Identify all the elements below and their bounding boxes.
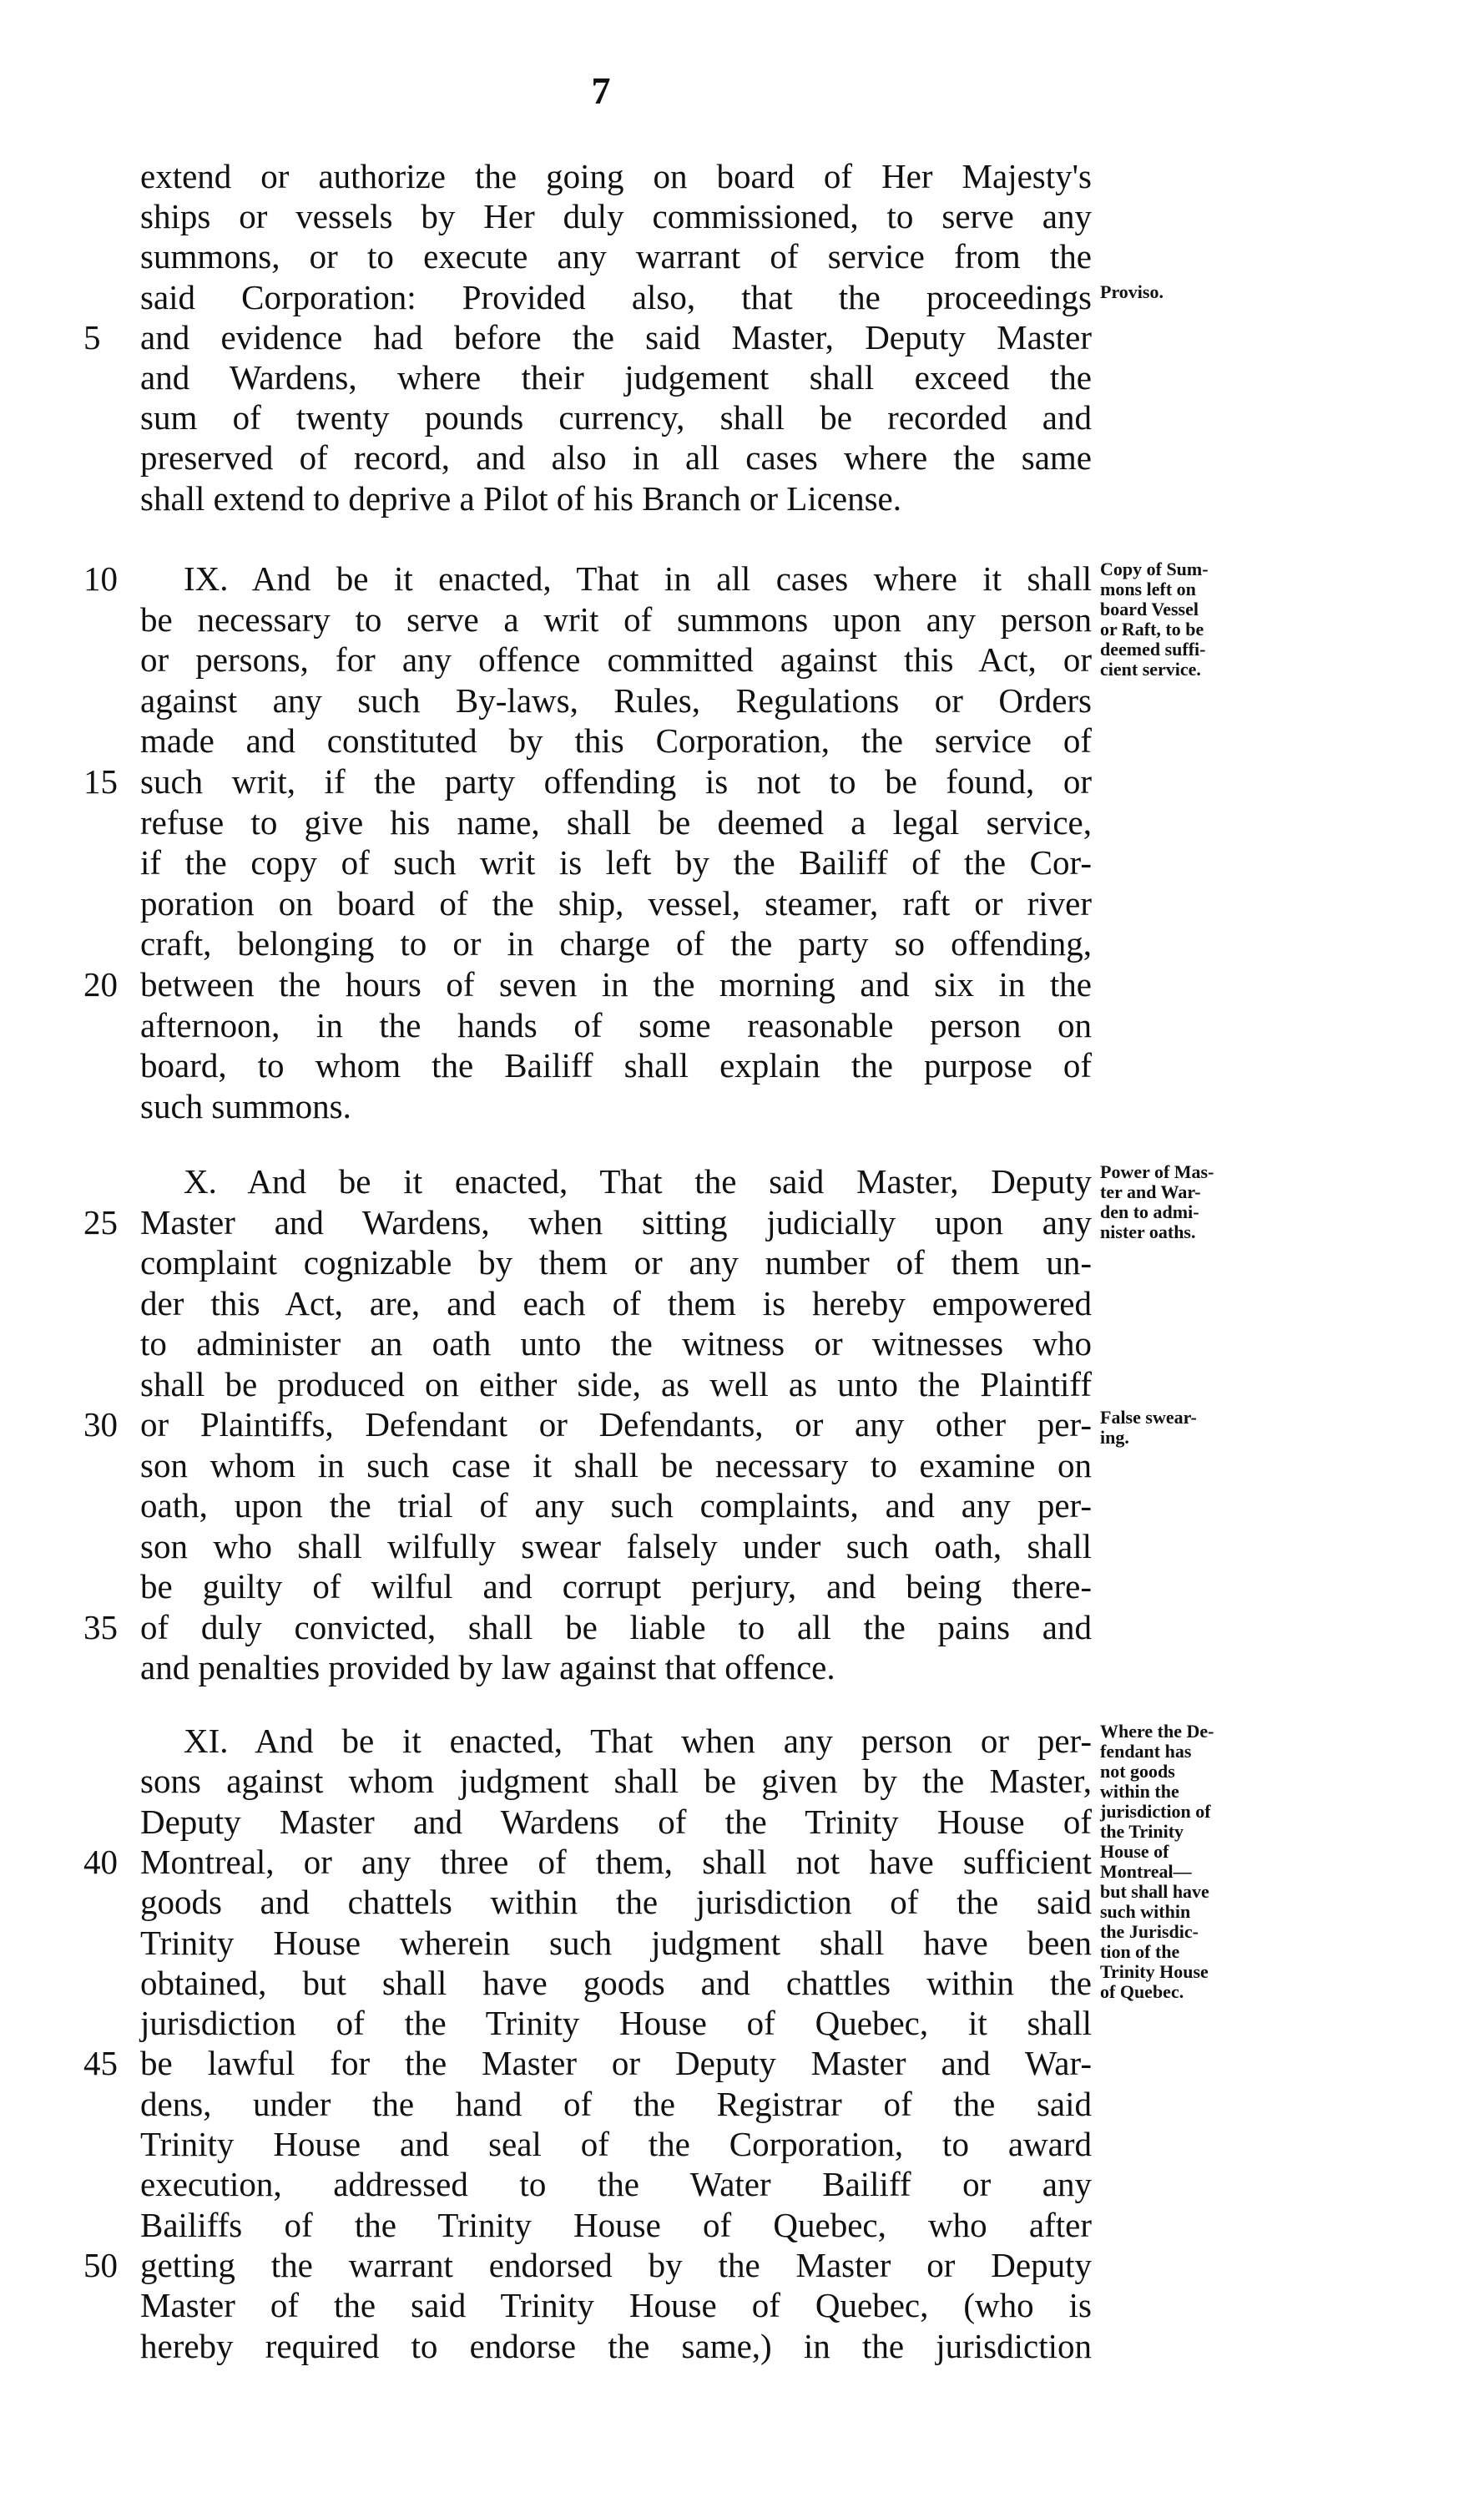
margin-note-line: False swear-	[1100, 1407, 1197, 1428]
text-line: poration on board of the ship, vessel, steamer, raft or river	[140, 883, 1092, 923]
text-line: Deputy Master and Wardens of the Trinity House of	[140, 1802, 1092, 1841]
margin-note-line: fendant has	[1100, 1741, 1192, 1762]
text-line: IX. And be it enacted, That in all cases where it shall	[184, 559, 1092, 598]
margin-note-line: the Trinity	[1100, 1821, 1184, 1842]
text-line: son who shall wilfully swear falsely under such oath, shall	[140, 1526, 1092, 1565]
line-number: 25	[83, 1202, 118, 1241]
text-line: ships or vessels by Her duly commissioned, to serve any	[140, 197, 1092, 236]
text-line: goods and chattels within the jurisdiction of the said	[140, 1883, 1092, 1922]
margin-note-line: Copy of Sum-	[1100, 559, 1209, 579]
line-number: 5	[83, 317, 101, 356]
margin-note-line: nister oaths.	[1100, 1221, 1196, 1242]
text-line: refuse to give his name, shall be deemed a legal service,	[140, 802, 1092, 842]
text-line: if the copy of such writ is left by the Bailiff of the Cor-	[140, 843, 1092, 882]
text-line: shall be produced on either side, as well as unto the Plaintiff	[140, 1364, 1092, 1403]
text-line: be necessary to serve a writ of summons upon any person	[140, 599, 1092, 639]
margin-note-line: ter and War-	[1100, 1181, 1201, 1202]
margin-note	[1100, 1722, 1267, 2002]
margin-note-line: or Raft, to be	[1100, 619, 1204, 640]
margin-note	[1100, 282, 1267, 302]
text-line: be guilty of wilful and corrupt perjury, and being there-	[140, 1567, 1092, 1605]
margin-note-line: Power of Mas-	[1100, 1161, 1214, 1182]
text-line: getting the warrant endorsed by the Master or Deputy	[140, 2245, 1092, 2284]
text-line: sons against whom judgment shall be given by the Master,	[140, 1762, 1092, 1801]
margin-note-line: such within	[1100, 1901, 1191, 1922]
margin-note-line: ing.	[1100, 1427, 1129, 1448]
margin-note	[1100, 559, 1267, 680]
text-line: Master of the said Trinity House of Quebec, (who is	[140, 2286, 1092, 2325]
text-line: board, to whom the Bailiff shall explain the purpose of	[140, 1046, 1092, 1085]
text-line: Trinity House and seal of the Corporation, to award	[140, 2125, 1092, 2163]
text-line: extend or authorize the going on board of Her Majesty's	[140, 157, 1092, 195]
text-line: against any such By-laws, Rules, Regulations or Orders	[140, 680, 1092, 720]
text-line: be lawful for the Master or Deputy Master and War-	[140, 2044, 1092, 2083]
margin-note-line: Where the De-	[1100, 1721, 1214, 1742]
text-line: X. And be it enacted, That the said Master, Deputy	[184, 1162, 1092, 1201]
line-number: 15	[83, 762, 118, 801]
line-number: 45	[83, 2044, 118, 2083]
text-line: Bailiffs of the Trinity House of Quebec, who after	[140, 2205, 1092, 2244]
text-line: afternoon, in the hands of some reasonable person on	[140, 1005, 1092, 1044]
margin-note-line: deemed suffi-	[1100, 639, 1206, 660]
margin-note-line: but shall have	[1100, 1881, 1209, 1902]
text-line: such writ, if the party offending is not to be found, or	[140, 762, 1092, 801]
text-line: sum of twenty pounds currency, shall be recorded and	[140, 398, 1092, 437]
text-line: Master and Wardens, when sitting judicially upon any	[140, 1202, 1092, 1241]
margin-note-line: board Vessel	[1100, 599, 1199, 619]
text-line: execution, addressed to the Water Bailiff or any	[140, 2165, 1092, 2204]
page-number: 7	[591, 69, 611, 112]
margin-note-line: House of	[1100, 1841, 1169, 1862]
line-number: 50	[83, 2245, 118, 2284]
text-line: oath, upon the trial of any such complaints, and any per-	[140, 1486, 1092, 1525]
margin-note-line: den to admi-	[1100, 1201, 1199, 1222]
text-line: and evidence had before the said Master, Deputy Master	[140, 317, 1092, 356]
text-line: or persons, for any offence committed against this Act, or	[140, 640, 1092, 680]
margin-note-line: Trinity House	[1100, 1961, 1209, 1982]
text-line: made and constituted by this Corporation, the service of	[140, 721, 1092, 761]
margin-note-line: cient service.	[1100, 659, 1201, 680]
text-line: summons, or to execute any warrant of service from the	[140, 237, 1092, 276]
margin-note-line: the Jurisdic-	[1100, 1921, 1199, 1942]
text-line: shall extend to deprive a Pilot of his Branch or License.	[140, 478, 902, 518]
margin-note-line: Proviso.	[1100, 281, 1163, 302]
text-line: son whom in such case it shall be necessary to examine on	[140, 1445, 1092, 1484]
margin-note-line: jurisdiction of	[1100, 1801, 1211, 1822]
text-line: der this Act, are, and each of them is hereby empowered	[140, 1283, 1092, 1322]
text-line: and Wardens, where their judgement shall exceed the	[140, 358, 1092, 397]
line-number: 30	[83, 1405, 118, 1444]
text-line: complaint cognizable by them or any number of them un-	[140, 1243, 1092, 1282]
margin-note-line: not goods	[1100, 1761, 1175, 1782]
margin-note-line: mons left on	[1100, 579, 1196, 599]
margin-note-line: within the	[1100, 1781, 1179, 1802]
text-line: dens, under the hand of the Registrar of the said	[140, 2084, 1092, 2123]
text-line: and penalties provided by law against that offence.	[140, 1648, 835, 1686]
margin-note-line: Montreal—	[1100, 1861, 1192, 1882]
text-line: to administer an oath unto the witness or witnesses who	[140, 1324, 1092, 1363]
line-number: 20	[83, 965, 118, 1004]
text-line: XI. And be it enacted, That when any person or per-	[184, 1722, 1092, 1760]
line-number: 40	[83, 1842, 118, 1881]
margin-note-line: tion of the	[1100, 1941, 1180, 1962]
margin-note	[1100, 1408, 1267, 1448]
text-line: Montreal, or any three of them, shall not have sufficient	[140, 1842, 1092, 1881]
text-line: of duly convicted, shall be liable to all the pains and	[140, 1607, 1092, 1646]
margin-note	[1100, 1162, 1267, 1242]
text-line: craft, belonging to or in charge of the party so offending,	[140, 924, 1092, 963]
margin-note-line: of Quebec.	[1100, 1981, 1184, 2002]
text-line: hereby required to endorse the same,) in the jurisdiction	[140, 2326, 1092, 2365]
text-line: obtained, but shall have goods and chattles within the	[140, 1963, 1092, 2002]
text-line: Trinity House wherein such judgment shall have been	[140, 1923, 1092, 1962]
text-line: or Plaintiffs, Defendant or Defendants, or any other per-	[140, 1405, 1092, 1444]
line-number: 35	[83, 1607, 118, 1646]
text-line: preserved of record, and also in all cases where the same	[140, 438, 1092, 478]
text-line: between the hours of seven in the morning and six in the	[140, 965, 1092, 1004]
text-line: jurisdiction of the Trinity House of Quebec, it shall	[140, 2004, 1092, 2043]
text-line: said Corporation: Provided also, that the proceedings	[140, 277, 1092, 316]
line-number: 10	[83, 559, 118, 598]
text-line: such summons.	[140, 1086, 351, 1125]
